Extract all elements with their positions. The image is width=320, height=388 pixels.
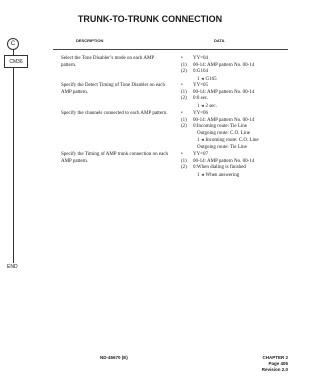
data-line-number: • bbox=[181, 111, 183, 116]
data-line-text: 0:G164 bbox=[193, 69, 208, 74]
footer-page: Page 405 bbox=[268, 361, 288, 366]
default-arrow-icon: ◄ bbox=[199, 137, 206, 142]
step-description: Specify the Detect Timing of Tone Disabler on each AMP pattern. bbox=[61, 83, 165, 95]
data-line-text: 00-14: AMP pattern No. 00-14 bbox=[193, 158, 255, 164]
data-line-text: 1 bbox=[197, 172, 200, 178]
data-line bbox=[181, 137, 291, 145]
flow-end: END bbox=[7, 264, 18, 270]
data-line-text: 1 bbox=[197, 103, 200, 109]
data-line-number: (2) bbox=[181, 96, 187, 101]
footer-revision: Revision 2.0 bbox=[261, 367, 288, 372]
step-data bbox=[181, 111, 291, 151]
data-line-option: Incoming route: C.O. Line bbox=[205, 138, 259, 143]
data-line-text: 1 bbox=[197, 138, 200, 143]
step-data bbox=[181, 56, 291, 83]
data-line-text: Outgoing route: Tie Line bbox=[197, 144, 247, 150]
step-description: Specify the channels connected to each AMP pattern. bbox=[61, 111, 168, 116]
data-line-number: (1) bbox=[181, 62, 187, 68]
data-line-option: When answering bbox=[205, 172, 240, 178]
default-arrow-icon: ◄ bbox=[199, 102, 206, 108]
data-line-number: • bbox=[181, 83, 183, 88]
data-line-number: (2) bbox=[181, 69, 187, 74]
default-arrow-icon: ◄ bbox=[199, 75, 206, 81]
data-line bbox=[181, 76, 291, 84]
data-line-number: (1) bbox=[181, 89, 187, 95]
data-line-option: 2 sec. bbox=[205, 103, 217, 109]
data-line-option: G165 bbox=[205, 76, 217, 82]
data-line-text: 00-14: AMP pattern No. 00-14 bbox=[193, 117, 255, 123]
header-rule bbox=[53, 49, 288, 50]
data-line-text: YY=04 bbox=[193, 56, 209, 61]
step-data bbox=[181, 83, 291, 110]
data-line-number: • bbox=[181, 152, 183, 157]
data-line-text: 0:0 sec. bbox=[193, 96, 209, 101]
data-line-text: 0:Incoming route: Tie Line bbox=[193, 124, 248, 129]
data-line-number: (2) bbox=[181, 124, 187, 129]
data-header: DATA bbox=[214, 38, 225, 43]
data-line-number: (2) bbox=[181, 165, 187, 170]
data-line-text: 0:When dialing is finished bbox=[193, 165, 246, 170]
data-line bbox=[181, 172, 291, 180]
data-line-text: YY=05 bbox=[193, 83, 209, 88]
data-line bbox=[181, 145, 291, 152]
data-line-number: (1) bbox=[181, 158, 187, 164]
data-line-text: 00-14: AMP pattern No. 00-14 bbox=[193, 62, 255, 68]
flow-line-main bbox=[13, 67, 14, 263]
data-line-text: YY=07 bbox=[193, 152, 209, 157]
default-arrow-icon: ◄ bbox=[199, 171, 206, 177]
data-line-text: YY=06 bbox=[193, 111, 209, 116]
data-line-text: 00-14: AMP pattern No. 00-14 bbox=[193, 89, 255, 95]
footer-chapter: CHAPTER 2 bbox=[262, 355, 288, 360]
data-line-number: (1) bbox=[181, 117, 187, 123]
page-title: TRUNK-TO-TRUNK CONNECTION bbox=[77, 14, 223, 24]
description-header: DESCRIPTION bbox=[76, 38, 104, 43]
data-line bbox=[181, 103, 291, 111]
footer-chapter-info bbox=[262, 355, 288, 373]
step-description: Select the Tone Disabler’s mode on each AMP pattern. bbox=[61, 56, 155, 68]
data-line-number: • bbox=[181, 56, 183, 61]
step-description: Specify the Timing of AMP trunk connection on each AMP pattern. bbox=[61, 152, 169, 164]
flow-connector: C bbox=[7, 38, 19, 50]
data-line-text: 1 bbox=[197, 76, 200, 82]
step-data bbox=[181, 152, 291, 179]
data-line-text: Outgoing route: C.O. Line bbox=[197, 130, 250, 136]
footer-doc-id: ND-45670 (E) bbox=[100, 355, 128, 360]
command-box: CM36 bbox=[4, 55, 28, 68]
